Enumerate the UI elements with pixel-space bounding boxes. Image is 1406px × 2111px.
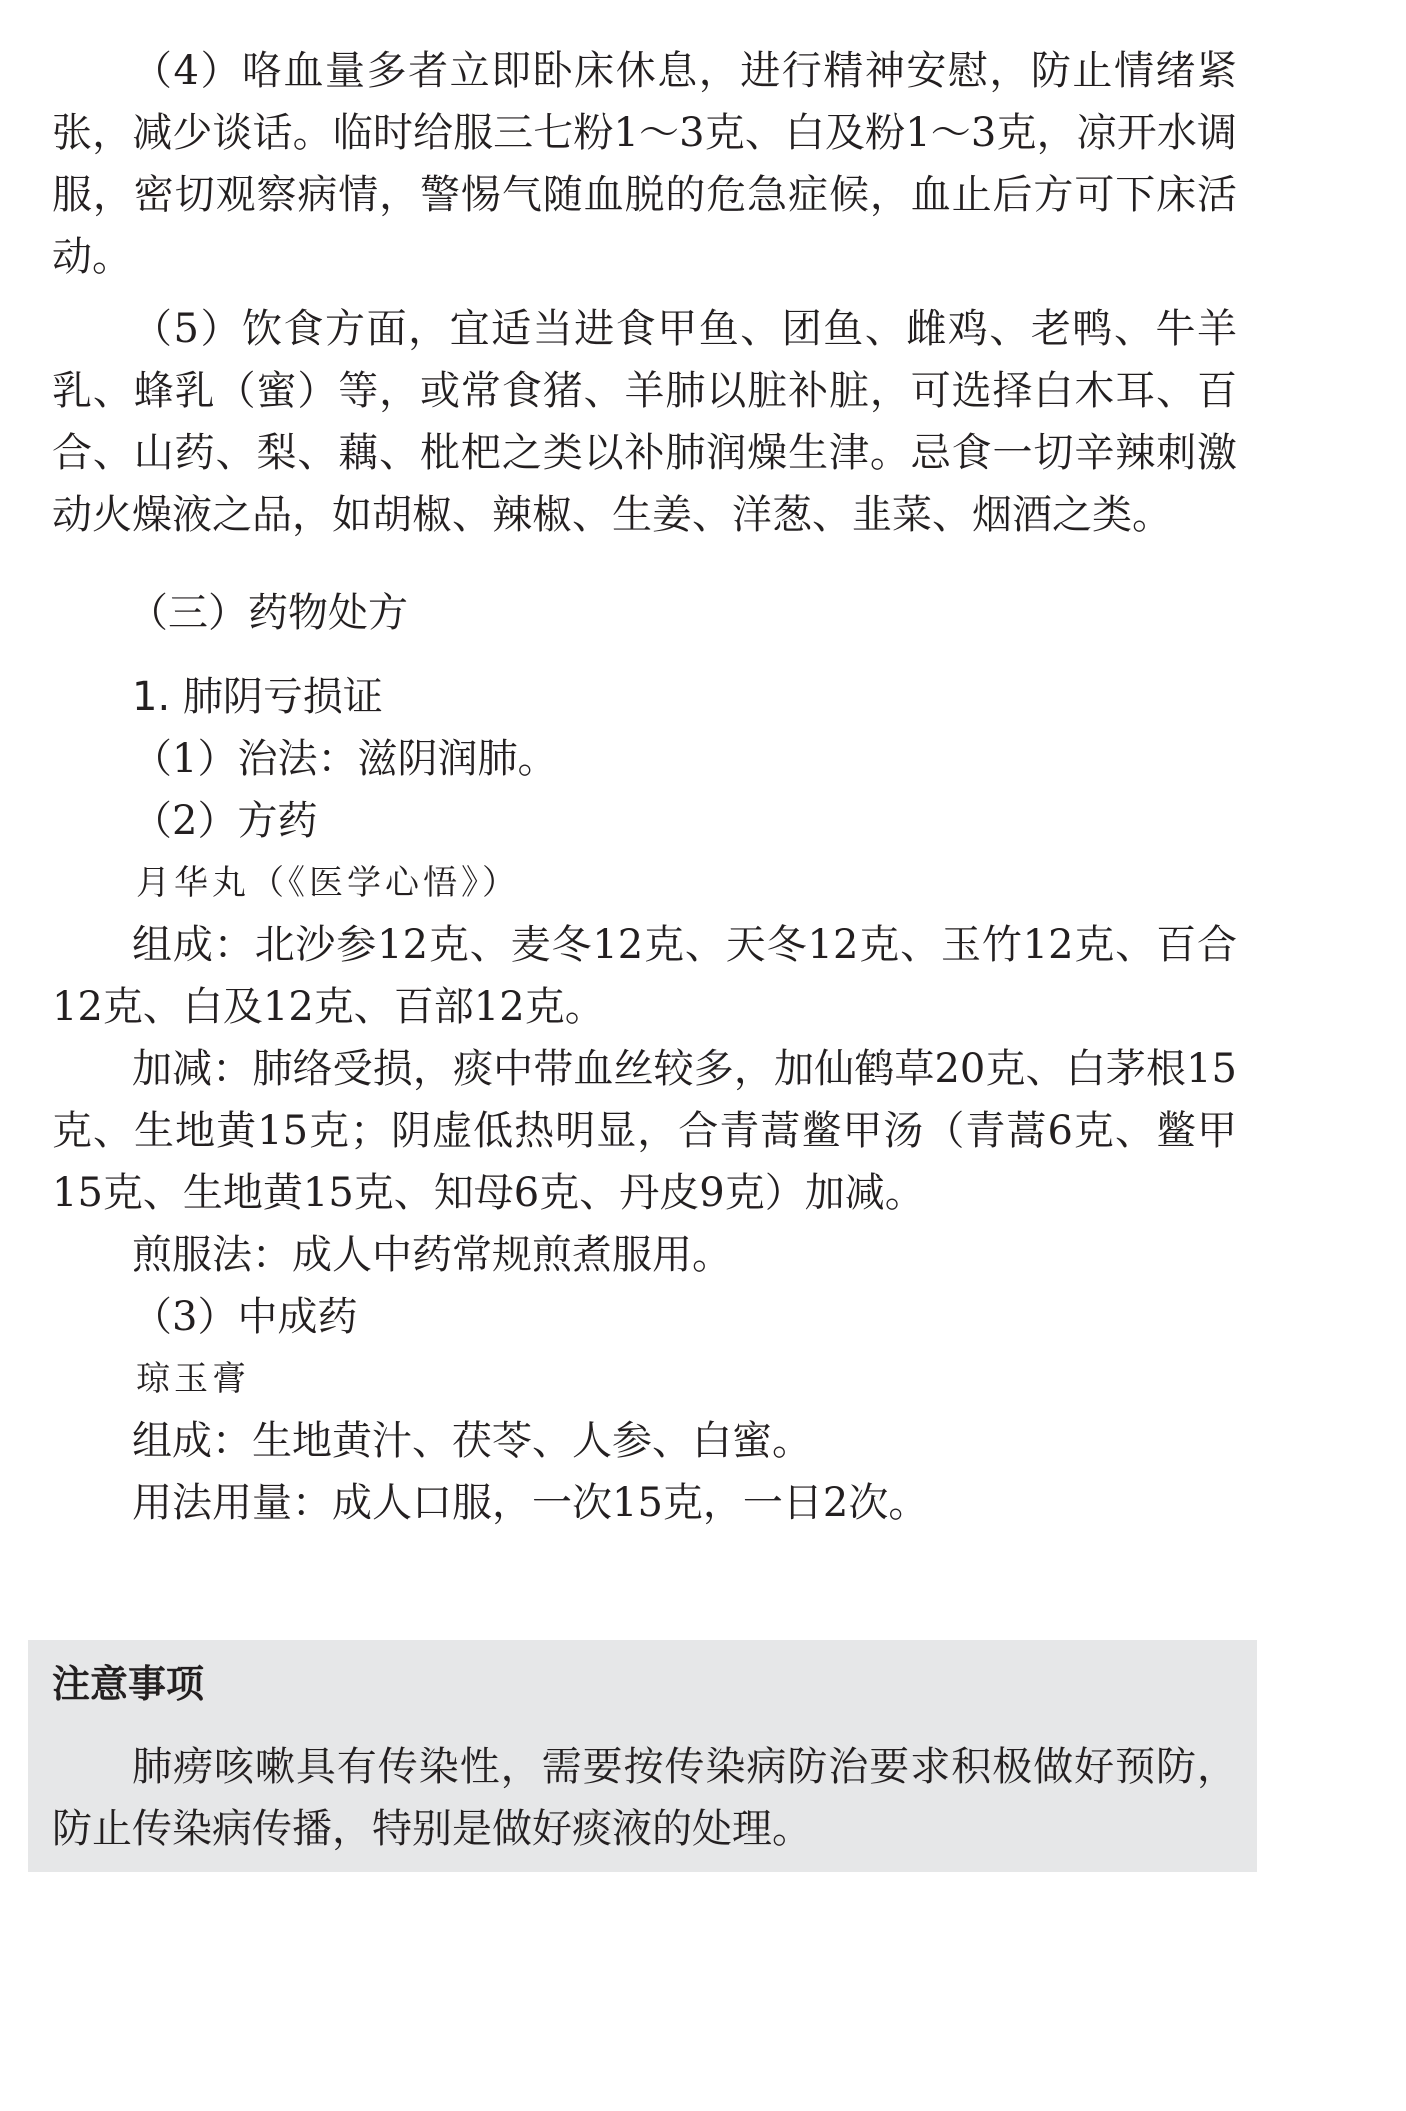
document-body bbox=[52, 40, 1237, 1534]
decoction-method: 煎服法：成人中药常规煎煮服用。 bbox=[132, 1232, 732, 1278]
notice-body: 肺痨咳嗽具有传染性，需要按传染病防治要求积极做好预防，防止传染病传播，特别是做好痰液的处理。 bbox=[52, 1744, 1237, 1852]
paragraph-diet-advice: （5）饮食方面，宜适当进食甲鱼、团鱼、雌鸡、老鸭、牛羊乳、蜂乳（蜜）等，或常食猪、羊肺以脏补脏，可选择白木耳、百合、山药、梨、藕、枇杷之类以补肺润燥生津。忌食一切辛辣刺激动火燥液之品，如胡椒、辣椒、生姜、洋葱、韭菜、烟酒之类。 bbox=[52, 306, 1237, 538]
patent-medicine-composition: 组成：生地黄汁、茯苓、人参、白蜜。 bbox=[132, 1418, 812, 1464]
recipe-name: 月华丸（《医学心悟》） bbox=[136, 863, 520, 903]
treatment-principle: （1）治法：滋阴润肺。 bbox=[132, 736, 558, 782]
patent-medicine-usage: 用法用量：成人口服，一次15克，一日2次。 bbox=[132, 1480, 929, 1526]
notice-title: 注意事项 bbox=[52, 1662, 205, 1706]
syndrome-subheading: 1. 肺阴亏损证 bbox=[132, 674, 383, 720]
recipe-composition: 组成：北沙参12克、麦冬12克、天冬12克、玉竹12克、百合12克、白及12克、百部12克。 bbox=[52, 922, 1237, 1030]
notice-box bbox=[28, 1640, 1257, 1872]
prescription-label: （2）方药 bbox=[132, 798, 318, 844]
patent-medicine-name: 琼玉膏 bbox=[136, 1359, 250, 1399]
section-heading: （三）药物处方 bbox=[128, 590, 408, 636]
patent-medicine-label: （3）中成药 bbox=[132, 1294, 358, 1340]
recipe-modification: 加减：肺络受损，痰中带血丝较多，加仙鹤草20克、白茅根15克、生地黄15克；阴虚低热明显，合青蒿鳖甲汤（青蒿6克、鳖甲15克、生地黄15克、知母6克、丹皮9克）加减。 bbox=[52, 1046, 1237, 1216]
paragraph-hemoptysis-care: （4）咯血量多者立即卧床休息，进行精神安慰，防止情绪紧张，减少谈话。临时给服三七粉1～3克、白及粉1～3克，凉开水调服，密切观察病情，警惕气随血脱的危急症候，血止后方可下床活动。 bbox=[52, 48, 1237, 280]
